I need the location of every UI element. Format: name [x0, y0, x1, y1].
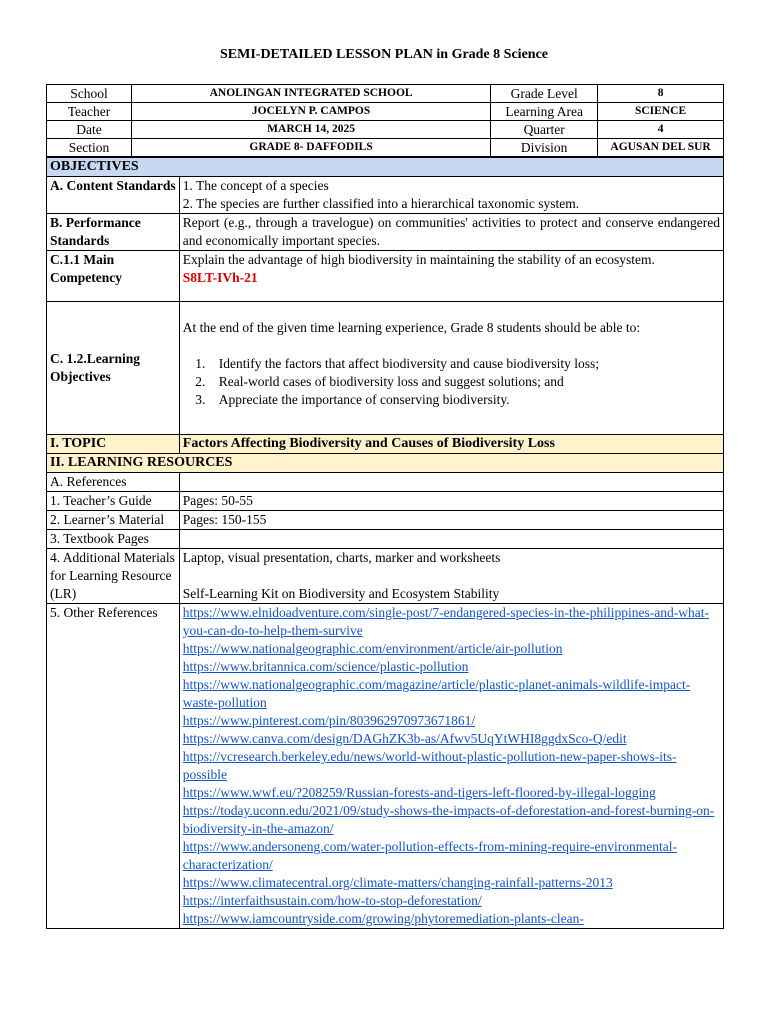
section-label: Section: [47, 139, 132, 157]
competency-code: S8LT-IVh-21: [182, 270, 258, 285]
content-standards-value: [179, 177, 723, 214]
reference-link[interactable]: https://www.climatecentral.org/climate-matters/changing-rainfall-patterns-2013: [182, 875, 613, 890]
performance-standards-row: [47, 214, 724, 251]
teachers-guide-value: Pages: 50-55: [179, 492, 723, 511]
reference-link[interactable]: https://vcresearch.berkeley.edu/news/world-without-plastic-pollution-new-paper-shows-its-possible: [182, 749, 677, 782]
reference-link[interactable]: https://www.nationalgeographic.com/magazine/article/plastic-planet-animals-wildlife-impact-waste-pollution: [182, 677, 691, 710]
school-value: ANOLINGAN INTEGRATED SCHOOL: [131, 85, 490, 103]
learning-objectives-row: [47, 302, 724, 435]
additional-material-1: Laptop, visual presentation, charts, marker and worksheets: [182, 550, 501, 565]
other-references-row: [47, 604, 724, 929]
division-label: Division: [491, 139, 598, 157]
topic-label: I. TOPIC: [47, 435, 180, 454]
learning-objectives-value: [179, 302, 723, 435]
info-row-teacher: [47, 103, 724, 121]
learners-material-value: Pages: 150-155: [179, 511, 723, 530]
topic-title: Factors Affecting Biodiversity and Causes of Biodiversity Loss: [179, 435, 723, 454]
learning-resources-heading-row: [47, 454, 724, 473]
reference-link[interactable]: https://www.elnidoadventure.com/single-post/7-endangered-species-in-the-philippines-and-what-you-can-do-to-help-them-survive: [182, 605, 710, 638]
other-references-label: 5. Other References: [47, 604, 180, 929]
other-references-value: [179, 604, 723, 929]
content-standards-label: A. Content Standards: [47, 177, 180, 214]
learning-objective-item: 2. Real-world cases of biodiversity loss and suggest solutions; and: [209, 373, 720, 391]
performance-standards-label: B. Performance Standards: [47, 214, 180, 251]
additional-materials-label: 4. Additional Materials for Learning Resource (LR): [47, 549, 180, 604]
learning-objective-item: 1. Identify the factors that affect biodiversity and cause biodiversity loss;: [209, 355, 720, 373]
learning-area-value: SCIENCE: [598, 103, 724, 121]
learning-objectives-list: [183, 355, 720, 409]
textbook-pages-label: 3. Textbook Pages: [47, 530, 180, 549]
learning-objectives-label: C. 1.2.Learning Objectives: [47, 302, 180, 435]
section-value: GRADE 8- DAFFODILS: [131, 139, 490, 157]
additional-materials-row: [47, 549, 724, 604]
objectives-heading-row: [47, 158, 724, 177]
reference-link[interactable]: https://www.wwf.eu/?208259/Russian-forests-and-tigers-left-floored-by-illegal-logging: [182, 785, 656, 800]
grade-level-label: Grade Level: [491, 85, 598, 103]
lesson-plan-table: [46, 157, 724, 929]
teacher-value: JOCELYN P. CAMPOS: [131, 103, 490, 121]
additional-material-2: Self-Learning Kit on Biodiversity and Ecosystem Stability: [182, 586, 500, 601]
reference-link[interactable]: https://www.canva.com/design/DAGhZK3b-as/Afwv5UqYtWHI8ggdxSco-Q/edit: [182, 731, 627, 746]
main-competency-label: C.1.1 Main Competency: [47, 251, 180, 302]
teacher-label: Teacher: [47, 103, 132, 121]
learners-material-row: [47, 511, 724, 530]
quarter-label: Quarter: [491, 121, 598, 139]
learning-objectives-intro: At the end of the given time learning experience, Grade 8 students should be able to:: [182, 320, 641, 335]
content-standard-2: 2. The species are further classified into a hierarchical taxonomic system.: [182, 196, 580, 211]
reference-link[interactable]: https://www.andersoneng.com/water-pollution-effects-from-mining-require-environmental-characterization/: [182, 839, 677, 872]
teachers-guide-row: [47, 492, 724, 511]
textbook-pages-value: [179, 530, 723, 549]
objectives-heading: OBJECTIVES: [47, 158, 724, 177]
learning-objective-item: 3. Appreciate the importance of conserving biodiversity.: [209, 391, 720, 409]
content-standard-1: 1. The concept of a species: [182, 178, 329, 193]
topic-row: [47, 435, 724, 454]
main-competency-value: [179, 251, 723, 302]
content-standards-row: [47, 177, 724, 214]
date-value: MARCH 14, 2025: [131, 121, 490, 139]
info-row-section: [47, 139, 724, 157]
reference-link[interactable]: https://interfaithsustain.com/how-to-stop-deforestation/: [182, 893, 482, 908]
school-label: School: [47, 85, 132, 103]
references-row: [47, 473, 724, 492]
performance-standards-value: Report (e.g., through a travelogue) on communities' activities to protect and conserve endangered and economically important species.: [179, 214, 723, 251]
school-info-table: [46, 84, 724, 157]
teachers-guide-label: 1. Teacher’s Guide: [47, 492, 180, 511]
quarter-value: 4: [598, 121, 724, 139]
references-label: A. References: [47, 473, 180, 492]
reference-link[interactable]: https://www.iamcountryside.com/growing/phytoremediation-plants-clean-: [182, 911, 584, 926]
textbook-pages-row: [47, 530, 724, 549]
reference-link[interactable]: https://www.britannica.com/science/plastic-pollution: [182, 659, 469, 674]
learners-material-label: 2. Learner’s Material: [47, 511, 180, 530]
page-title: SEMI-DETAILED LESSON PLAN in Grade 8 Science: [220, 47, 548, 62]
reference-link[interactable]: https://www.pinterest.com/pin/803962970973671861/: [182, 713, 476, 728]
main-competency-text: Explain the advantage of high biodiversity in maintaining the stability of an ecosystem.: [182, 252, 655, 267]
division-value: AGUSAN DEL SUR: [598, 139, 724, 157]
info-row-date: [47, 121, 724, 139]
date-label: Date: [47, 121, 132, 139]
additional-materials-value: [179, 549, 723, 604]
reference-link[interactable]: https://www.nationalgeographic.com/environment/article/air-pollution: [182, 641, 563, 656]
learning-resources-heading: II. LEARNING RESOURCES: [47, 454, 724, 473]
references-value: [179, 473, 723, 492]
main-competency-row: [47, 251, 724, 302]
info-row-school: [47, 85, 724, 103]
learning-area-label: Learning Area: [491, 103, 598, 121]
reference-link[interactable]: https://today.uconn.edu/2021/09/study-shows-the-impacts-of-deforestation-and-forest-burning-on-biodiversity-in-the-amazon/: [182, 803, 715, 836]
grade-level-value: 8: [598, 85, 724, 103]
